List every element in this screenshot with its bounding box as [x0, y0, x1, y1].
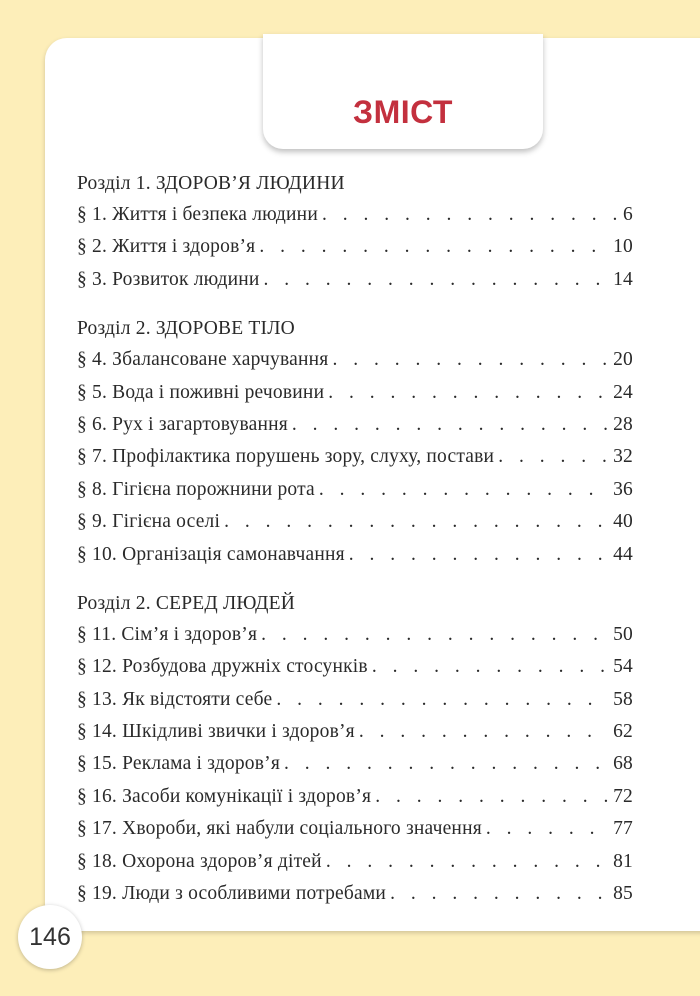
- toc-entry-label: § 11. Сім’я і здоров’я: [77, 623, 258, 645]
- toc-entry-label: § 7. Профілактика порушень зору, слуху, постави: [77, 446, 495, 468]
- toc-entry-page: 85: [613, 883, 633, 905]
- toc-entry-label: § 1. Життя і безпека людини: [77, 204, 318, 225]
- toc-entry-page: 20: [613, 349, 633, 371]
- dot-leader: [326, 846, 609, 878]
- dot-leader: [372, 651, 609, 683]
- section-heading: Розділ 1. ЗДОРОВ’Я ЛЮДИНИ: [77, 173, 345, 194]
- toc-entry[interactable]: [77, 539, 633, 571]
- toc-entry-page: 36: [613, 478, 633, 500]
- dot-leader: [349, 539, 609, 571]
- toc-entry[interactable]: [77, 231, 633, 263]
- toc-entry[interactable]: [77, 716, 633, 748]
- toc-entry-label: § 18. Охорона здоров’я дітей: [77, 850, 322, 872]
- dot-leader: [261, 619, 609, 651]
- toc-entry-label: § 15. Реклама і здоров’я: [77, 753, 280, 775]
- toc-entry-page: 44: [613, 543, 633, 565]
- toc-entry-label: § 17. Хвороби, які набули соціального значення: [77, 818, 482, 840]
- toc-entry-page: 24: [613, 381, 633, 403]
- toc-entry[interactable]: [77, 199, 633, 231]
- toc-entry-label: § 16. Засоби комунікації і здоров’я: [77, 785, 372, 807]
- toc-entry-label: § 13. Як відстояти себе: [77, 688, 273, 710]
- toc-entry[interactable]: [77, 781, 633, 813]
- toc-entry-page: 32: [613, 446, 633, 468]
- dot-leader: [375, 781, 609, 813]
- toc-entry-page: 14: [613, 268, 633, 290]
- dot-leader: [328, 377, 609, 409]
- toc-entry[interactable]: [77, 748, 633, 780]
- toc-entry-label: § 19. Люди з особливими потребами: [77, 883, 387, 905]
- toc-entry[interactable]: [77, 264, 633, 296]
- dot-leader: [498, 441, 609, 473]
- toc-entry[interactable]: [77, 474, 633, 506]
- toc-entry-label: § 10. Організація самонавчання: [77, 543, 345, 565]
- section-heading: Розділ 2. СЕРЕД ЛЮДЕЙ: [77, 592, 296, 614]
- toc-entry[interactable]: [77, 409, 633, 441]
- table-of-contents: [77, 168, 633, 927]
- page-title: ЗМІСТ: [353, 94, 453, 130]
- dot-leader: [224, 506, 609, 538]
- section-heading: Розділ 2. ЗДОРОВЕ ТІЛО: [77, 318, 295, 340]
- toc-entry-label: § 14. Шкідливі звички і здоров’я: [77, 721, 355, 743]
- toc-entry[interactable]: [77, 377, 633, 409]
- dot-leader: [486, 813, 609, 845]
- toc-section: [77, 588, 633, 911]
- dot-leader: [359, 716, 609, 748]
- toc-entry[interactable]: [77, 506, 633, 538]
- title-tab: [263, 34, 543, 149]
- dot-leader: [259, 231, 609, 263]
- toc-entry-label: § 8. Гігієна порожнини рота: [77, 478, 315, 500]
- toc-entry-label: § 3. Розвиток людини: [77, 268, 260, 290]
- toc-entry[interactable]: [77, 813, 633, 845]
- toc-entry[interactable]: [77, 441, 633, 473]
- page-number: 146: [18, 905, 82, 969]
- toc-entry-label: § 2. Життя і здоров’я: [77, 236, 256, 258]
- dot-leader: [322, 199, 619, 231]
- toc-entry-page: 28: [613, 413, 633, 435]
- toc-entry-page: 68: [613, 753, 633, 775]
- toc-entry-page: 72: [613, 785, 633, 807]
- toc-entry[interactable]: [77, 619, 633, 651]
- dot-leader: [390, 878, 609, 910]
- toc-entry-page: 58: [613, 688, 633, 710]
- toc-entry-page: 50: [613, 623, 633, 645]
- toc-entry-page: 10: [613, 236, 633, 258]
- toc-entry[interactable]: [77, 651, 633, 683]
- toc-entry-label: § 9. Гігієна оселі: [77, 511, 221, 533]
- toc-entry[interactable]: [77, 684, 633, 716]
- toc-entry-page: 81: [613, 850, 633, 872]
- dot-leader: [276, 684, 609, 716]
- toc-entry-label: § 4. Збалансоване харчування: [77, 349, 329, 371]
- toc-entry-page: 62: [613, 721, 633, 743]
- toc-entry-page: 77: [613, 818, 633, 840]
- toc-entry-page: 6: [623, 204, 633, 225]
- dot-leader: [332, 344, 609, 376]
- toc-entry-page: 40: [613, 511, 633, 533]
- dot-leader: [284, 748, 609, 780]
- dot-leader: [292, 409, 609, 441]
- toc-entry[interactable]: [77, 344, 633, 376]
- dot-leader: [319, 474, 609, 506]
- toc-section: [77, 313, 633, 571]
- dot-leader: [263, 264, 609, 296]
- toc-entry[interactable]: [77, 846, 633, 878]
- toc-section: [77, 168, 633, 296]
- toc-entry[interactable]: [77, 878, 633, 910]
- toc-entry-label: § 6. Рух і загартовування: [77, 413, 288, 435]
- toc-entry-label: § 12. Розбудова дружніх стосунків: [77, 656, 368, 678]
- toc-entry-page: 54: [613, 656, 633, 678]
- toc-entry-label: § 5. Вода і поживні речовини: [77, 381, 325, 403]
